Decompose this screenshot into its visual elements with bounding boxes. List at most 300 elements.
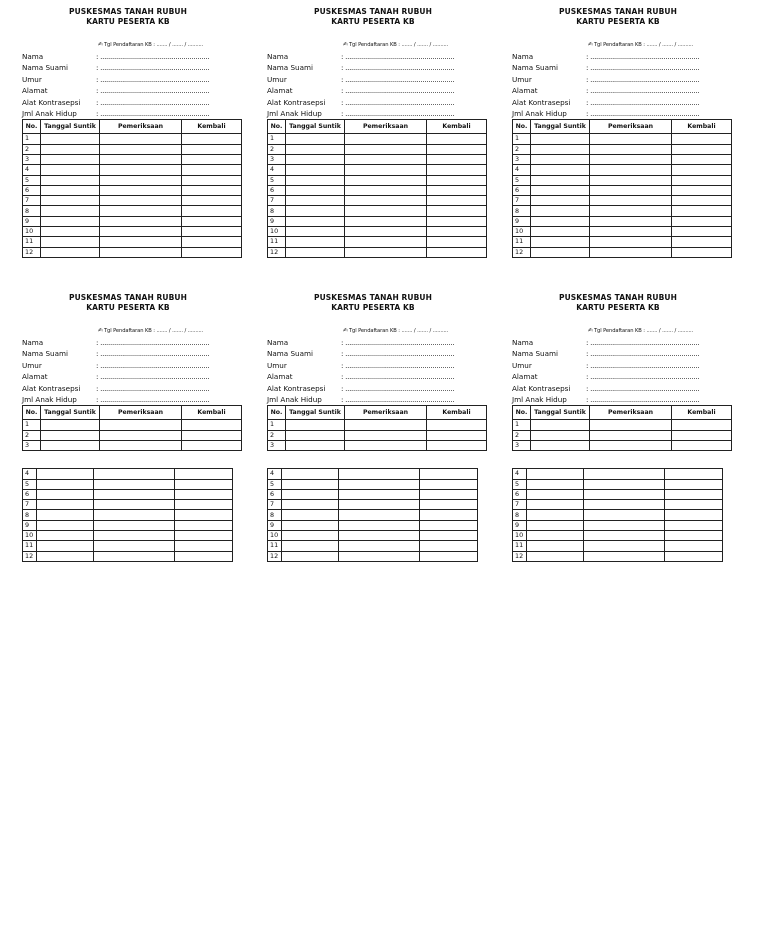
return-date-cell[interactable] (182, 216, 242, 226)
return-date-cell[interactable] (182, 196, 242, 206)
row-number: 7 (23, 196, 41, 206)
field-row (267, 108, 479, 119)
examination-cell[interactable] (583, 520, 664, 530)
field-label: Nama Suami (512, 63, 558, 73)
field-value[interactable]: : ....................................................... (586, 97, 700, 107)
examination-cell[interactable] (590, 154, 672, 164)
examination-cell[interactable] (590, 196, 672, 206)
field-row (512, 371, 724, 382)
injection-date-cell[interactable] (281, 500, 338, 510)
examination-cell[interactable] (93, 479, 174, 489)
return-date-cell[interactable] (182, 420, 242, 430)
injection-date-cell[interactable] (36, 489, 93, 499)
column-header: Tanggal Suntik (286, 406, 345, 420)
injection-date-cell[interactable] (281, 541, 338, 551)
examination-cell[interactable] (93, 541, 174, 551)
injection-date-cell[interactable] (281, 510, 338, 520)
field-row (22, 383, 234, 394)
examination-cell[interactable] (345, 185, 427, 195)
return-date-cell[interactable] (182, 165, 242, 175)
examination-cell[interactable] (345, 196, 427, 206)
injection-date-cell[interactable] (531, 206, 590, 216)
visit-table (267, 405, 487, 451)
injection-date-cell[interactable] (41, 185, 100, 195)
table-row (268, 237, 487, 247)
injection-date-cell[interactable] (36, 500, 93, 510)
examination-cell[interactable] (100, 154, 182, 164)
field-value[interactable]: : ....................................................... (586, 63, 700, 73)
examination-cell[interactable] (590, 216, 672, 226)
row-number: 2 (23, 430, 41, 440)
examination-cell[interactable] (100, 440, 182, 450)
table-row (513, 531, 723, 541)
return-date-cell[interactable] (664, 531, 722, 541)
injection-date-cell[interactable] (281, 489, 338, 499)
field-value[interactable]: : ....................................................... (586, 349, 700, 359)
examination-cell[interactable] (100, 206, 182, 216)
injection-date-cell[interactable] (526, 479, 583, 489)
field-value[interactable]: : ....................................................... (586, 394, 700, 404)
table-row (23, 500, 233, 510)
return-date-cell[interactable] (672, 185, 732, 195)
return-date-cell[interactable] (427, 154, 487, 164)
row-number: 8 (513, 510, 527, 520)
examination-cell[interactable] (93, 489, 174, 499)
injection-date-cell[interactable] (41, 216, 100, 226)
injection-date-cell[interactable] (41, 196, 100, 206)
return-date-cell[interactable] (174, 531, 232, 541)
examination-cell[interactable] (338, 489, 419, 499)
field-value[interactable]: : ....................................................... (341, 86, 455, 96)
field-value[interactable]: : ....................................................... (96, 338, 210, 347)
return-date-cell[interactable] (427, 206, 487, 216)
return-date-cell[interactable] (427, 144, 487, 154)
return-date-cell[interactable] (174, 510, 232, 520)
injection-date-cell[interactable] (526, 489, 583, 499)
return-date-cell[interactable] (182, 134, 242, 144)
injection-date-cell[interactable] (531, 440, 590, 450)
examination-cell[interactable] (338, 531, 419, 541)
return-date-cell[interactable] (182, 185, 242, 195)
row-number: 6 (268, 185, 286, 195)
column-header: Kembali (672, 120, 732, 134)
injection-date-cell[interactable] (286, 154, 345, 164)
return-date-cell[interactable] (174, 520, 232, 530)
injection-date-cell[interactable] (36, 479, 93, 489)
examination-cell[interactable] (345, 237, 427, 247)
examination-cell[interactable] (590, 165, 672, 175)
return-date-cell[interactable] (419, 520, 477, 530)
examination-cell[interactable] (345, 247, 427, 257)
return-date-cell[interactable] (419, 510, 477, 520)
return-date-cell[interactable] (672, 154, 732, 164)
examination-cell[interactable] (338, 520, 419, 530)
examination-cell[interactable] (590, 206, 672, 216)
examination-cell[interactable] (100, 247, 182, 257)
injection-date-cell[interactable] (531, 165, 590, 175)
return-date-cell[interactable] (419, 489, 477, 499)
row-number: 6 (23, 489, 37, 499)
injection-date-cell[interactable] (281, 479, 338, 489)
injection-date-cell[interactable] (286, 185, 345, 195)
field-value[interactable]: : ....................................................... (586, 360, 700, 370)
field-value[interactable]: : ....................................................... (586, 372, 700, 382)
field-value[interactable]: : ....................................................... (96, 372, 210, 382)
return-date-cell[interactable] (672, 237, 732, 247)
injection-date-cell[interactable] (36, 541, 93, 551)
examination-cell[interactable] (345, 165, 427, 175)
return-date-cell[interactable] (419, 551, 477, 561)
examination-cell[interactable] (583, 551, 664, 561)
examination-cell[interactable] (100, 196, 182, 206)
injection-date-cell[interactable] (531, 196, 590, 206)
injection-date-cell[interactable] (36, 520, 93, 530)
field-value[interactable]: : ....................................................... (96, 394, 210, 404)
return-date-cell[interactable] (664, 489, 722, 499)
field-value[interactable]: : ....................................................... (96, 97, 210, 107)
injection-date-cell[interactable] (286, 134, 345, 144)
field-value[interactable]: : ....................................................... (586, 74, 700, 84)
examination-cell[interactable] (583, 489, 664, 499)
field-value[interactable]: : ....................................................... (341, 383, 455, 393)
examination-cell[interactable] (583, 541, 664, 551)
examination-cell[interactable] (338, 541, 419, 551)
injection-date-cell[interactable] (41, 175, 100, 185)
field-value[interactable]: : ....................................................... (96, 360, 210, 370)
injection-date-cell[interactable] (41, 237, 100, 247)
table-row (23, 430, 242, 440)
examination-cell[interactable] (338, 500, 419, 510)
table-row (268, 469, 478, 479)
examination-cell[interactable] (345, 430, 427, 440)
return-date-cell[interactable] (427, 185, 487, 195)
field-label: Nama Suami (22, 63, 68, 73)
examination-cell[interactable] (100, 420, 182, 430)
field-value[interactable]: : ....................................................... (341, 52, 455, 61)
injection-date-cell[interactable] (41, 206, 100, 216)
row-number: 2 (268, 144, 286, 154)
examination-cell[interactable] (590, 430, 672, 440)
return-date-cell[interactable] (182, 206, 242, 216)
injection-date-cell[interactable] (531, 227, 590, 237)
injection-date-cell[interactable] (41, 134, 100, 144)
row-number: 6 (513, 185, 531, 195)
column-header: Pemeriksaan (345, 406, 427, 420)
examination-cell[interactable] (345, 206, 427, 216)
injection-date-cell[interactable] (526, 510, 583, 520)
examination-cell[interactable] (583, 510, 664, 520)
examination-cell[interactable] (583, 479, 664, 489)
examination-cell[interactable] (338, 510, 419, 520)
injection-date-cell[interactable] (286, 430, 345, 440)
injection-date-cell[interactable] (36, 510, 93, 520)
injection-date-cell[interactable] (526, 520, 583, 530)
examination-cell[interactable] (100, 216, 182, 226)
return-date-cell[interactable] (427, 175, 487, 185)
injection-date-cell[interactable] (526, 469, 583, 479)
return-date-cell[interactable] (672, 165, 732, 175)
injection-date-cell[interactable] (41, 440, 100, 450)
examination-cell[interactable] (345, 216, 427, 226)
registration-date (343, 327, 479, 335)
examination-cell[interactable] (100, 144, 182, 154)
examination-cell[interactable] (338, 551, 419, 561)
field-value[interactable]: : ....................................................... (341, 394, 455, 404)
injection-date-cell[interactable] (41, 430, 100, 440)
return-date-cell[interactable] (672, 247, 732, 257)
examination-cell[interactable] (100, 227, 182, 237)
field-value[interactable]: : ....................................................... (96, 383, 210, 393)
return-date-cell[interactable] (672, 206, 732, 216)
examination-cell[interactable] (93, 531, 174, 541)
examination-cell[interactable] (590, 227, 672, 237)
examination-cell[interactable] (590, 185, 672, 195)
column-header: Pemeriksaan (590, 406, 672, 420)
field-value[interactable]: : ....................................................... (341, 108, 455, 118)
injection-date-cell[interactable] (41, 144, 100, 154)
injection-date-cell[interactable] (531, 154, 590, 164)
return-date-cell[interactable] (174, 551, 232, 561)
return-date-cell[interactable] (427, 430, 487, 440)
examination-cell[interactable] (345, 144, 427, 154)
field-value[interactable]: : ....................................................... (586, 52, 700, 61)
field-value[interactable]: : ....................................................... (341, 63, 455, 73)
examination-cell[interactable] (590, 420, 672, 430)
injection-date-cell[interactable] (531, 175, 590, 185)
field-value[interactable]: : ....................................................... (96, 108, 210, 118)
row-number: 8 (513, 206, 531, 216)
return-date-cell[interactable] (672, 227, 732, 237)
row-number: 8 (268, 206, 286, 216)
return-date-cell[interactable] (182, 237, 242, 247)
injection-date-cell[interactable] (281, 469, 338, 479)
injection-date-cell[interactable] (531, 430, 590, 440)
return-date-cell[interactable] (182, 154, 242, 164)
examination-cell[interactable] (590, 175, 672, 185)
return-date-cell[interactable] (672, 175, 732, 185)
examination-cell[interactable] (590, 134, 672, 144)
examination-cell[interactable] (93, 520, 174, 530)
return-date-cell[interactable] (182, 227, 242, 237)
injection-date-cell[interactable] (531, 185, 590, 195)
injection-date-cell[interactable] (286, 206, 345, 216)
return-date-cell[interactable] (672, 196, 732, 206)
injection-date-cell[interactable] (526, 531, 583, 541)
return-date-cell[interactable] (664, 551, 722, 561)
examination-cell[interactable] (100, 430, 182, 440)
return-date-cell[interactable] (182, 175, 242, 185)
field-value[interactable]: : ....................................................... (341, 97, 455, 107)
column-header: Tanggal Suntik (41, 120, 100, 134)
injection-date-cell[interactable] (281, 531, 338, 541)
visit-table (267, 119, 487, 258)
return-date-cell[interactable] (672, 144, 732, 154)
field-value[interactable]: : ....................................................... (96, 52, 210, 61)
return-date-cell[interactable] (672, 216, 732, 226)
return-date-cell[interactable] (182, 430, 242, 440)
field-value[interactable]: : ....................................................... (341, 74, 455, 84)
injection-date-cell[interactable] (286, 237, 345, 247)
injection-date-cell[interactable] (286, 144, 345, 154)
examination-cell[interactable] (100, 175, 182, 185)
return-date-cell[interactable] (672, 430, 732, 440)
examination-cell[interactable] (345, 175, 427, 185)
examination-cell[interactable] (583, 531, 664, 541)
injection-date-cell[interactable] (281, 520, 338, 530)
return-date-cell[interactable] (664, 469, 722, 479)
return-date-cell[interactable] (419, 531, 477, 541)
column-header: Kembali (672, 406, 732, 420)
return-date-cell[interactable] (174, 489, 232, 499)
return-date-cell[interactable] (427, 134, 487, 144)
injection-date-cell[interactable] (286, 196, 345, 206)
examination-cell[interactable] (583, 500, 664, 510)
kb-card-4 (22, 293, 234, 562)
injection-date-cell[interactable] (286, 175, 345, 185)
field-value[interactable]: : ....................................................... (96, 86, 210, 96)
return-date-cell[interactable] (672, 420, 732, 430)
table-row (268, 175, 487, 185)
field-value[interactable]: : ....................................................... (586, 338, 700, 347)
return-date-cell[interactable] (664, 541, 722, 551)
return-date-cell[interactable] (182, 144, 242, 154)
return-date-cell[interactable] (427, 165, 487, 175)
examination-cell[interactable] (93, 510, 174, 520)
field-row (267, 337, 479, 348)
card-title: KARTU PESERTA KB (86, 17, 170, 26)
injection-date-cell[interactable] (531, 420, 590, 430)
return-date-cell[interactable] (174, 541, 232, 551)
injection-date-cell[interactable] (526, 500, 583, 510)
injection-date-cell[interactable] (286, 420, 345, 430)
injection-date-cell[interactable] (531, 144, 590, 154)
examination-cell[interactable] (345, 227, 427, 237)
examination-cell[interactable] (100, 185, 182, 195)
return-date-cell[interactable] (427, 227, 487, 237)
return-date-cell[interactable] (419, 541, 477, 551)
injection-date-cell[interactable] (286, 440, 345, 450)
return-date-cell[interactable] (427, 196, 487, 206)
injection-date-cell[interactable] (41, 154, 100, 164)
table-row (268, 420, 487, 430)
field-value[interactable]: : ....................................................... (341, 338, 455, 347)
field-value[interactable]: : ....................................................... (341, 349, 455, 359)
injection-date-cell[interactable] (531, 247, 590, 257)
return-date-cell[interactable] (427, 216, 487, 226)
return-date-cell[interactable] (427, 247, 487, 257)
return-date-cell[interactable] (664, 500, 722, 510)
return-date-cell[interactable] (182, 440, 242, 450)
return-date-cell[interactable] (672, 134, 732, 144)
examination-cell[interactable] (345, 420, 427, 430)
injection-date-cell[interactable] (286, 227, 345, 237)
return-date-cell[interactable] (664, 479, 722, 489)
examination-cell[interactable] (93, 500, 174, 510)
table-row (268, 500, 478, 510)
field-value[interactable]: : ....................................................... (586, 383, 700, 393)
card-title: KARTU PESERTA KB (331, 17, 415, 26)
examination-cell[interactable] (345, 134, 427, 144)
examination-cell[interactable] (590, 440, 672, 450)
field-value[interactable]: : ....................................................... (586, 86, 700, 96)
examination-cell[interactable] (100, 237, 182, 247)
examination-cell[interactable] (93, 469, 174, 479)
return-date-cell[interactable] (174, 469, 232, 479)
examination-cell[interactable] (583, 469, 664, 479)
examination-cell[interactable] (338, 479, 419, 489)
examination-cell[interactable] (345, 154, 427, 164)
return-date-cell[interactable] (182, 247, 242, 257)
kb-card-3 (512, 7, 724, 258)
field-row (22, 348, 234, 359)
field-row (267, 97, 479, 108)
injection-date-cell[interactable] (281, 551, 338, 561)
table-row (513, 216, 732, 226)
injection-date-cell[interactable] (286, 165, 345, 175)
return-date-cell[interactable] (664, 520, 722, 530)
row-number: 4 (23, 469, 37, 479)
injection-date-cell[interactable] (41, 247, 100, 257)
field-value[interactable]: : ....................................................... (341, 372, 455, 382)
examination-cell[interactable] (93, 551, 174, 561)
injection-date-cell[interactable] (36, 469, 93, 479)
injection-date-cell[interactable] (41, 165, 100, 175)
return-date-cell[interactable] (427, 440, 487, 450)
injection-date-cell[interactable] (531, 216, 590, 226)
examination-cell[interactable] (590, 237, 672, 247)
kb-card-2 (267, 7, 479, 258)
examination-cell[interactable] (100, 134, 182, 144)
examination-cell[interactable] (100, 165, 182, 175)
injection-date-cell[interactable] (526, 551, 583, 561)
field-label: Umur (512, 74, 532, 84)
injection-date-cell[interactable] (286, 216, 345, 226)
return-date-cell[interactable] (427, 420, 487, 430)
field-value[interactable]: : ....................................................... (586, 108, 700, 118)
injection-date-cell[interactable] (531, 134, 590, 144)
return-date-cell[interactable] (419, 479, 477, 489)
field-value[interactable]: : ....................................................... (96, 74, 210, 84)
field-value[interactable]: : ....................................................... (96, 63, 210, 73)
injection-date-cell[interactable] (41, 227, 100, 237)
field-label: Nama (512, 52, 534, 61)
table-row (513, 551, 723, 561)
injection-date-cell[interactable] (36, 531, 93, 541)
injection-date-cell[interactable] (531, 237, 590, 247)
field-label: Alat Kontrasepsi (512, 383, 571, 393)
return-date-cell[interactable] (427, 237, 487, 247)
return-date-cell[interactable] (174, 500, 232, 510)
examination-cell[interactable] (338, 469, 419, 479)
injection-date-cell[interactable] (526, 541, 583, 551)
return-date-cell[interactable] (419, 469, 477, 479)
examination-cell[interactable] (345, 440, 427, 450)
return-date-cell[interactable] (174, 479, 232, 489)
field-value[interactable]: : ....................................................... (96, 349, 210, 359)
injection-date-cell[interactable] (36, 551, 93, 561)
registration-date-text: Tgl Pendaftaran KB : ....... / ....... / .......... (103, 328, 204, 334)
examination-cell[interactable] (590, 144, 672, 154)
injection-date-cell[interactable] (41, 420, 100, 430)
field-value[interactable]: : ....................................................... (341, 360, 455, 370)
return-date-cell[interactable] (419, 500, 477, 510)
field-label: Nama (512, 338, 534, 347)
examination-cell[interactable] (590, 247, 672, 257)
return-date-cell[interactable] (664, 510, 722, 520)
return-date-cell[interactable] (672, 440, 732, 450)
injection-date-cell[interactable] (286, 247, 345, 257)
field-row (512, 348, 724, 359)
